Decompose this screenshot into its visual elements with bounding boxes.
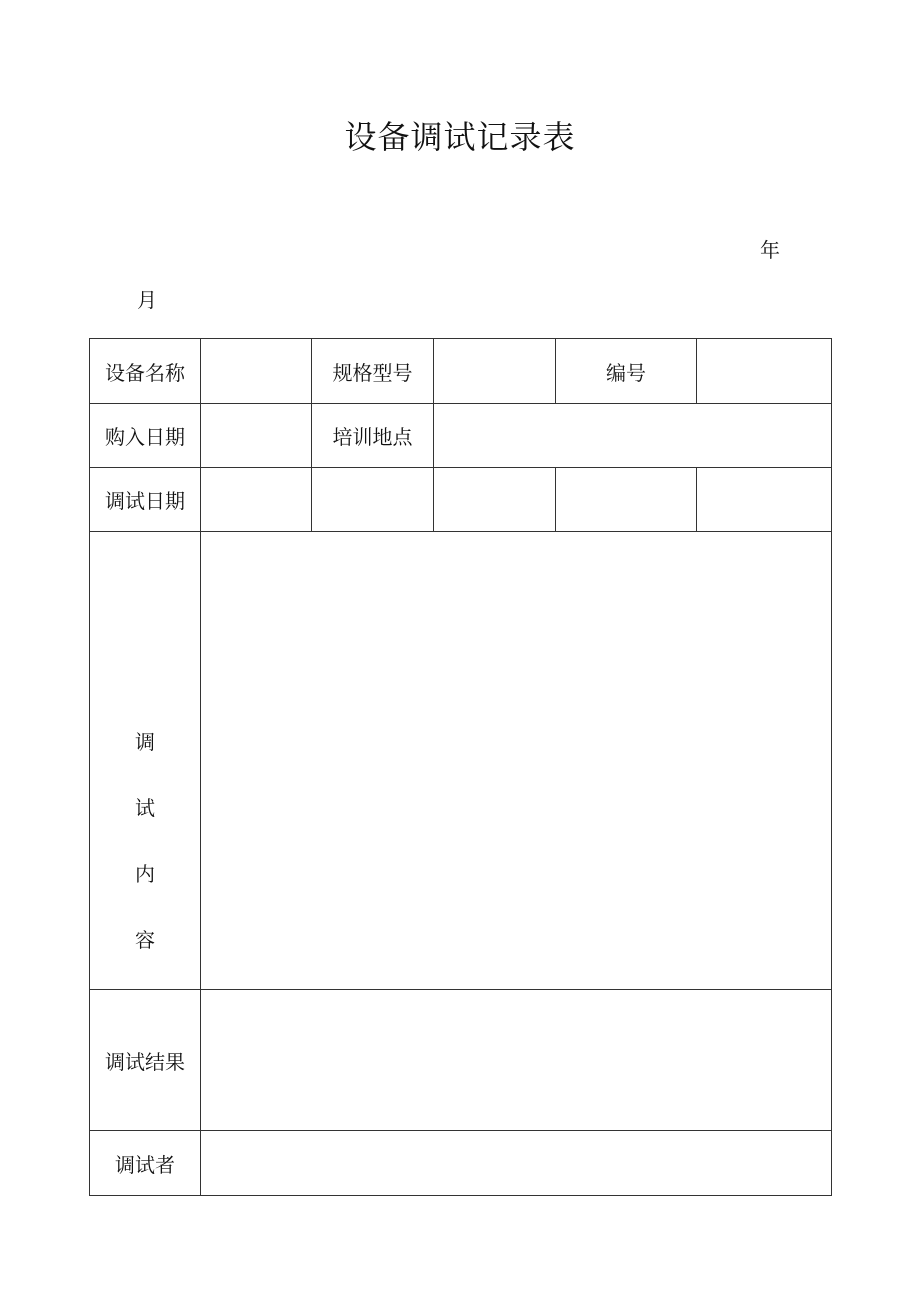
debug-content-char: 内 [135, 861, 155, 886]
table-row [90, 1131, 832, 1196]
table-row [90, 990, 832, 1131]
equipment-name-label: 设备名称 [90, 339, 201, 404]
purchase-date-field[interactable] [201, 404, 312, 468]
purchase-date-label: 购入日期 [90, 404, 201, 468]
debug-content-char: 容 [135, 927, 155, 952]
debug-date-field-1[interactable] [201, 468, 312, 532]
spec-model-field[interactable] [434, 339, 556, 404]
tester-label: 调试者 [90, 1131, 201, 1196]
debug-content-char: 调 [135, 729, 155, 754]
debug-date-label: 调试日期 [90, 468, 201, 532]
debug-content-field[interactable] [201, 532, 832, 990]
training-location-label: 培训地点 [312, 404, 434, 468]
debug-date-field-5[interactable] [697, 468, 832, 532]
debug-content-label [90, 532, 201, 990]
debug-date-field-3[interactable] [434, 468, 556, 532]
serial-number-field[interactable] [697, 339, 832, 404]
debug-result-field[interactable] [201, 990, 832, 1131]
spec-model-label: 规格型号 [312, 339, 434, 404]
table-row [90, 339, 832, 404]
table-row [90, 468, 832, 532]
debug-record-table [89, 338, 832, 1196]
debug-date-field-4[interactable] [556, 468, 697, 532]
table-row [90, 404, 832, 468]
debug-content-char: 试 [135, 795, 155, 820]
serial-number-label: 编号 [556, 339, 697, 404]
debug-date-field-2[interactable] [312, 468, 434, 532]
equipment-name-field[interactable] [201, 339, 312, 404]
date-year-label: 年 [760, 238, 780, 262]
training-location-field[interactable] [434, 404, 832, 468]
page-title: 设备调试记录表 [344, 118, 576, 156]
date-month-label: 月 [137, 288, 157, 312]
debug-result-label: 调试结果 [90, 990, 201, 1131]
table-row [90, 532, 832, 990]
tester-field[interactable] [201, 1131, 832, 1196]
